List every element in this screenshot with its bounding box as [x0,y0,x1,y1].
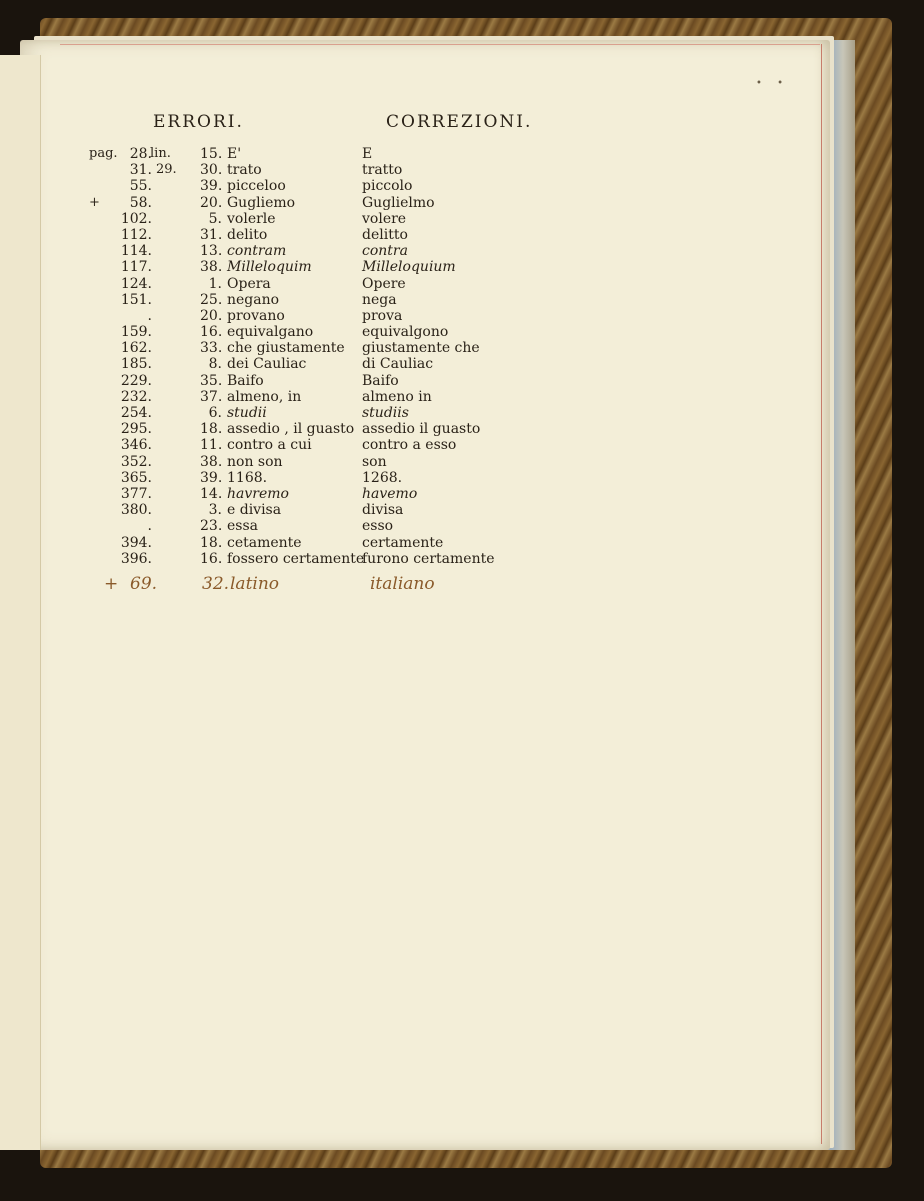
row-error-text: volerle [227,210,276,227]
row-line-number: 35. [200,372,223,389]
row-line-number: 8. [208,356,222,373]
row-error-text: havremo [227,485,289,502]
row-page-number: 112. [120,226,152,243]
row-line-number: 16. [200,324,223,341]
row-page-number: 31. [129,162,152,179]
table-row [0,340,924,356]
row-page-number: . [147,518,152,535]
row-line-number: 15. [200,146,223,162]
row-line-number: 33. [200,340,223,357]
table-row [0,518,924,534]
row-correction-text: tratto [362,162,403,179]
row-error-text: almeno, in [227,388,302,405]
table-row [0,437,924,453]
row-correction-text: assedio il guasto [362,421,481,438]
table-row [0,227,924,243]
row-line-number: 20. [200,307,223,324]
table-row [0,243,924,259]
row-line-number: 14. [200,485,223,502]
row-page-number: 159. [120,324,152,341]
table-row [0,502,924,518]
table-row [0,470,924,486]
table-row [0,551,924,567]
row-error-text: e divisa [227,502,282,519]
table-row [0,486,924,502]
row-page-number: 295. [120,421,152,438]
handwritten-correction: italiano [370,574,435,594]
row-line-number: 3. [208,502,222,519]
table-row [0,421,924,437]
row-line-number: 1. [208,275,222,292]
row-page-number: 352. [120,453,152,470]
row-error-text: fossero certamente [227,550,365,567]
row-correction-text: Milleloquium [362,259,456,276]
row-correction-text: di Cauliac [362,356,434,373]
row-page-number: . [147,307,152,324]
row-page-number: 151. [120,291,152,308]
handwritten-error: latino [230,574,280,594]
row-error-text: Milleloquim [227,259,312,276]
handwritten-line: 32. [202,574,230,594]
row-error-text: equivalgano [227,324,314,341]
row-page-number: 114. [120,243,152,260]
row-correction-text: studiis [362,405,409,421]
row-line-number: 38. [200,259,223,276]
row-line-number: 25. [200,291,223,308]
row-error-text: dei Cauliac [227,356,307,373]
row-marker: lin. [150,146,171,161]
row-correction-text: nega [362,291,397,308]
row-page-number: 58. [129,194,152,211]
row-correction-text: piccolo [362,178,413,195]
row-line-number: 39. [200,469,223,486]
row-line-number: 16. [200,550,223,567]
table-row [0,178,924,194]
row-correction-text: volere [362,210,407,227]
row-error-text: 1168. [227,469,268,486]
row-error-text: contro a cui [227,437,312,454]
handwritten-plus: + [104,574,119,594]
row-error-text: Gugliemo [227,194,296,211]
row-error-text: assedio , il guasto [227,421,355,438]
row-line-number: 18. [200,534,223,551]
row-error-text: E' [227,146,242,162]
row-error-text: negano [227,291,280,308]
row-line-number: 31. [200,226,223,243]
row-page-number: 346. [120,437,152,454]
row-page-number: 102. [120,210,152,227]
row-correction-text: havemo [362,485,418,502]
row-line-number: 39. [200,178,223,195]
handwritten-page: 69. [130,574,158,594]
row-error-text: essa [227,518,259,535]
row-error-text: delito [227,226,268,243]
row-correction-text: certamente [362,534,444,551]
row-correction-text: 1268. [362,469,403,486]
row-correction-text: son [362,453,387,470]
row-line-number: 23. [200,518,223,535]
row-prefix: pag. [89,146,118,161]
row-error-text: studii [227,405,267,421]
row-line-number: 5. [208,210,222,227]
row-correction-text: almeno in [362,388,432,405]
row-correction-text: E [362,146,373,162]
row-correction-text: contra [362,243,408,260]
row-page-number: 232. [120,388,152,405]
row-error-text: provano [227,307,285,324]
table-row [0,146,924,162]
table-row [0,373,924,389]
row-error-text: picceloo [227,178,286,195]
corrections-heading: CORREZIONI. [386,112,533,132]
row-correction-text: furono certamente [362,550,495,567]
row-error-text: che giustamente [227,340,345,357]
row-marker: 29. [156,162,177,178]
row-page-number: 377. [120,485,152,502]
row-line-number: 37. [200,388,223,405]
row-page-number: 28. [129,146,152,162]
table-row [0,195,924,211]
row-correction-text: Guglielmo [362,194,435,211]
table-row [0,211,924,227]
row-page-number: 185. [120,356,152,373]
row-error-text: contram [227,243,287,260]
row-prefix: + [89,194,100,210]
row-line-number: 13. [200,243,223,260]
table-row [0,162,924,178]
row-line-number: 11. [200,437,223,454]
row-error-text: Baifo [227,372,264,389]
table-row [0,276,924,292]
row-page-number: 394. [120,534,152,551]
row-error-text: non son [227,453,283,470]
table-row [0,405,924,421]
row-error-text: trato [227,162,262,179]
row-page-number: 117. [120,259,152,276]
row-page-number: 365. [120,469,152,486]
row-correction-text: divisa [362,502,404,519]
row-correction-text: Baifo [362,372,399,389]
errata-table [0,146,924,567]
row-line-number: 18. [200,421,223,438]
row-correction-text: Opere [362,275,406,292]
row-line-number: 6. [208,405,222,421]
row-page-number: 229. [120,372,152,389]
row-page-number: 254. [120,405,152,421]
row-line-number: 30. [200,162,223,179]
page-specks: • • [756,78,789,89]
table-row [0,356,924,372]
row-error-text: cetamente [227,534,302,551]
row-line-number: 38. [200,453,223,470]
row-line-number: 20. [200,194,223,211]
errors-heading: ERRORI. [153,112,244,132]
row-correction-text: prova [362,307,403,324]
row-correction-text: delitto [362,226,408,243]
row-correction-text: equivalgono [362,324,449,341]
row-page-number: 55. [129,178,152,195]
row-page-number: 124. [120,275,152,292]
row-page-number: 162. [120,340,152,357]
page-top-rule [60,44,820,45]
table-row [0,389,924,405]
table-row [0,308,924,324]
row-error-text: Opera [227,275,271,292]
table-row [0,259,924,275]
row-correction-text: giustamente che [362,340,480,357]
table-row [0,324,924,340]
table-row [0,292,924,308]
table-row [0,454,924,470]
row-page-number: 380. [120,502,152,519]
table-row [0,535,924,551]
row-page-number: 396. [120,550,152,567]
row-correction-text: contro a esso [362,437,457,454]
row-correction-text: esso [362,518,394,535]
